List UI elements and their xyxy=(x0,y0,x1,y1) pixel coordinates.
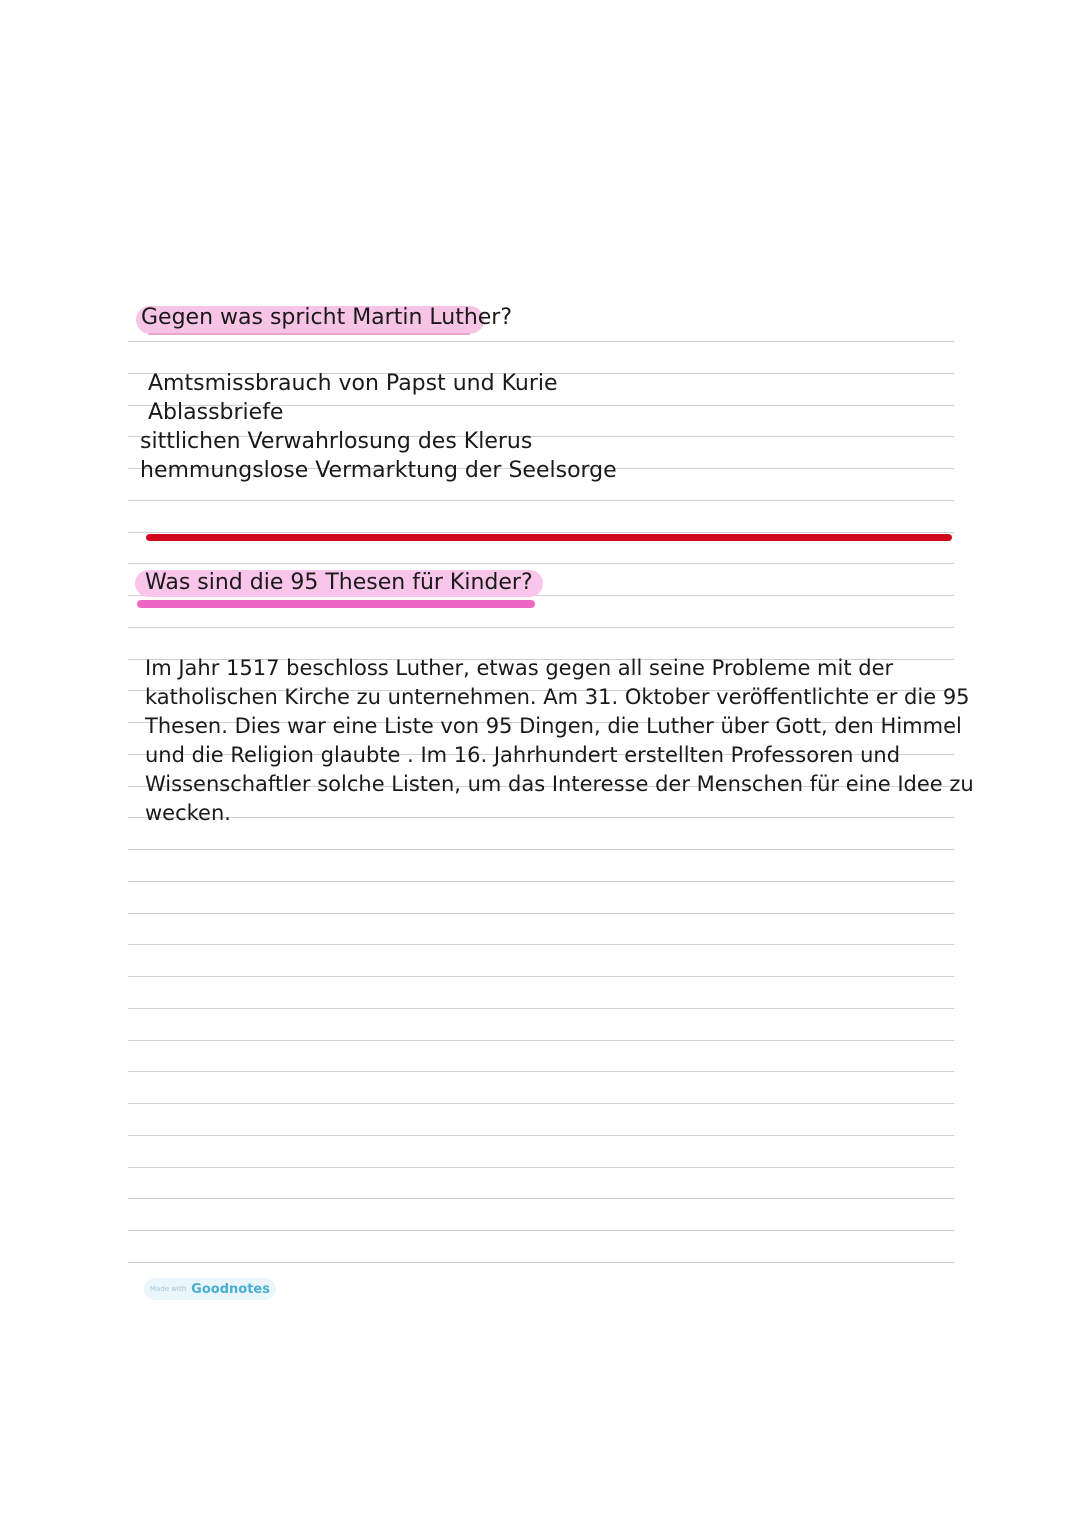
paragraph-line: wecken. xyxy=(145,801,231,825)
ruled-line xyxy=(128,976,954,977)
ruled-line xyxy=(128,500,954,501)
ruled-line xyxy=(128,1262,954,1263)
ruled-line xyxy=(128,1008,954,1009)
made-with-goodnotes-badge[interactable] xyxy=(144,1278,276,1300)
ruled-line xyxy=(128,1040,954,1041)
ruled-line xyxy=(128,1071,954,1072)
ruled-line xyxy=(128,627,954,628)
ruled-line xyxy=(128,849,954,850)
paragraph-line: und die Religion glaubte . Im 16. Jahrhundert erstellten Professoren und xyxy=(145,743,901,767)
ruled-line xyxy=(128,1135,954,1136)
ruled-line xyxy=(128,881,954,882)
ruled-line xyxy=(128,944,954,945)
question1-underline xyxy=(148,333,470,335)
ruled-line xyxy=(128,913,954,914)
paragraph-line: Wissenschaftler solche Listen, um das Interesse der Menschen für eine Idee zu xyxy=(145,772,974,796)
list-item: hemmungslose Vermarktung der Seelsorge xyxy=(140,458,617,483)
ruled-line xyxy=(128,1167,954,1168)
ruled-line xyxy=(128,1103,954,1104)
ruled-line xyxy=(128,1230,954,1231)
ruled-line xyxy=(128,532,954,533)
list-item: Ablassbriefe xyxy=(148,400,284,425)
paragraph-line: Im Jahr 1517 beschloss Luther, etwas gegen all seine Probleme mit der xyxy=(145,656,894,680)
section-divider xyxy=(146,534,952,541)
ruled-line xyxy=(128,563,954,564)
ruled-line xyxy=(128,1198,954,1199)
paragraph-line: Thesen. Dies war eine Liste von 95 Dingen, die Luther über Gott, den Himmel xyxy=(145,714,962,738)
list-item: Amtsmissbrauch von Papst und Kurie xyxy=(148,371,558,396)
question2-underline xyxy=(137,600,535,608)
badge-brand: Goodnotes xyxy=(191,1281,270,1297)
ruled-line xyxy=(128,341,954,342)
badge-prefix: Made with xyxy=(150,1285,187,1293)
list-item: sittlichen Verwahrlosung des Klerus xyxy=(140,429,533,454)
question1-heading: Gegen was spricht Martin Luther? xyxy=(141,305,513,330)
question2-heading: Was sind die 95 Thesen für Kinder? xyxy=(145,570,533,595)
answer-paragraph xyxy=(145,654,974,828)
criticism-list xyxy=(140,369,617,485)
paragraph-line: katholischen Kirche zu unternehmen. Am 31. Oktober veröffentlichte er die 95 xyxy=(145,685,970,709)
